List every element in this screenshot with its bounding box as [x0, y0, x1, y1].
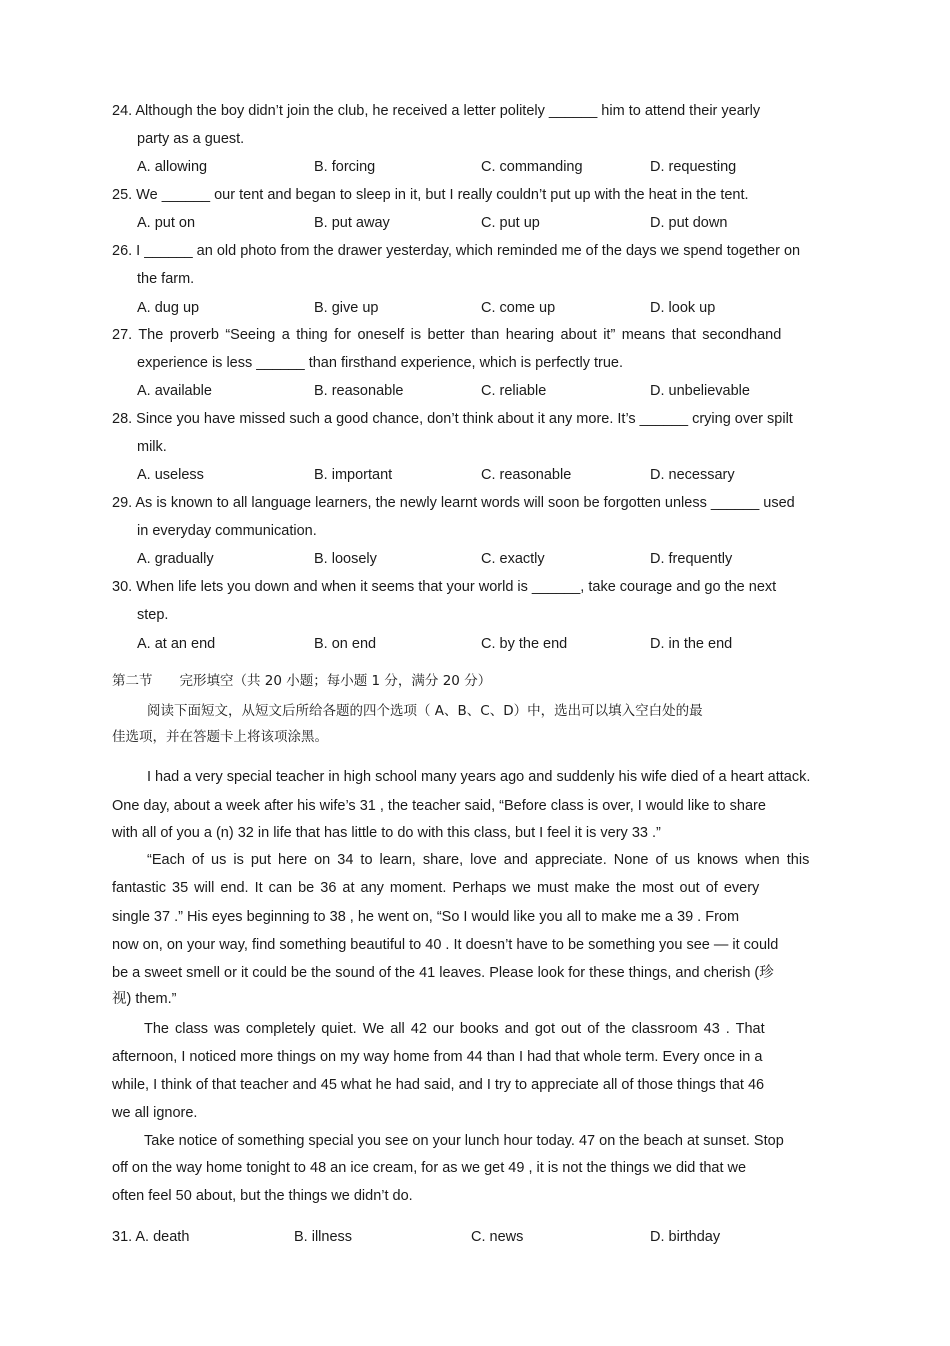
option-b: B. on end: [314, 636, 377, 652]
question-text: 25. We ______ our tent and began to sleep in it, but I really couldn’t put up with the heat in the tent.: [112, 187, 749, 203]
passage-line: we all ignore.: [112, 1105, 198, 1121]
option-c: C. reliable: [481, 383, 547, 399]
option-c: C. come up: [481, 300, 556, 316]
option-c: C. exactly: [481, 551, 545, 567]
question-text: party as a guest.: [137, 131, 245, 147]
option-b: B. put away: [314, 215, 390, 231]
option-c: C. by the end: [481, 636, 568, 652]
question-text: experience is less ______ than firsthand experience, which is perfectly true.: [137, 355, 624, 371]
option-b: B. give up: [314, 300, 379, 316]
question-text: 30. When life lets you down and when it seems that your world is ______, take courage and go the next: [112, 579, 777, 595]
option-d: D. frequently: [650, 551, 733, 567]
passage-line: single 37 .” His eyes beginning to 38 , he went on, “So I would like you all to make me a 39 . From: [112, 909, 740, 925]
passage-line: 视) them.”: [112, 991, 177, 1007]
option-d: D. unbelievable: [650, 383, 750, 399]
question-text: milk.: [137, 439, 167, 455]
passage-line: often feel 50 about, but the things we didn’t do.: [112, 1188, 413, 1204]
option-b: B. loosely: [314, 551, 377, 567]
question-text: the farm.: [137, 271, 195, 287]
section-heading: 第二节 完形填空（共 20 小题；每小题 1 分，满分 20 分）: [112, 673, 492, 689]
option-a: A. useless: [137, 467, 204, 483]
passage-line: now on, on your way, find something beautiful to 40 . It doesn’t have to be something you see — it could: [112, 937, 779, 953]
option-c: C. put up: [481, 215, 540, 231]
option-a: A. put on: [137, 215, 196, 231]
passage-line: “Each of us is put here on 34 to learn, share, love and appreciate. None of us knows when this: [147, 852, 810, 868]
passage-line: Take notice of something special you see on your lunch hour today. 47 on the beach at sunset. Stop: [144, 1133, 784, 1149]
option-a: A. allowing: [137, 159, 208, 175]
question-text: 26. I ______ an old photo from the drawer yesterday, which reminded me of the days we spend together on: [112, 243, 801, 259]
passage-line: while, I think of that teacher and 45 what he had said, and I try to appreciate all of those things that 46: [112, 1077, 765, 1093]
option-d: D. birthday: [650, 1229, 721, 1245]
passage-line: One day, about a week after his wife’s 31 , the teacher said, “Before class is over, I would like to share: [112, 798, 766, 814]
section-instructions: 阅读下面短文，从短文后所给各题的四个选项（ A、B、C、D）中，选出可以填入空白处的最: [147, 703, 703, 719]
passage-line: The class was completely quiet. We all 42 our books and got out of the classroom 43 . That: [144, 1021, 765, 1037]
option-b: B. forcing: [314, 159, 376, 175]
option-d: D. look up: [650, 300, 716, 316]
option-a: A. available: [137, 383, 212, 399]
question-text: 29. As is known to all language learners, the newly learnt words will soon be forgotten unless ______ used: [112, 495, 795, 511]
passage-line: fantastic 35 will end. It can be 36 at any moment. Perhaps we must make the most out of every: [112, 880, 760, 896]
option-c: C. reasonable: [481, 467, 572, 483]
question-text: in everyday communication.: [137, 523, 317, 539]
passage-line: afternoon, I noticed more things on my way home from 44 than I had that whole term. Every once in a: [112, 1049, 763, 1065]
passage-line: off on the way home tonight to 48 an ice cream, for as we get 49 , it is not the things we did that we: [112, 1160, 747, 1176]
option-d: D. necessary: [650, 467, 735, 483]
option-b: B. reasonable: [314, 383, 404, 399]
option-a: A. gradually: [137, 551, 214, 567]
option-c: C. commanding: [481, 159, 583, 175]
option-d: D. put down: [650, 215, 728, 231]
option-a: A. at an end: [137, 636, 216, 652]
option-b: B. important: [314, 467, 393, 483]
passage-line: with all of you a (n) 32 in life that has little to do with this class, but I feel it is very 33 .”: [112, 825, 661, 841]
option-a: A. dug up: [137, 300, 200, 316]
question-text: 27. The proverb “Seeing a thing for oneself is better than hearing about it” means that secondhand: [112, 327, 782, 343]
option-c: C. news: [471, 1229, 524, 1245]
passage-line: be a sweet smell or it could be the sound of the 41 leaves. Please look for these things, and cherish (珍: [112, 965, 774, 981]
option-a: 31. A. death: [112, 1229, 190, 1245]
option-b: B. illness: [294, 1229, 353, 1245]
option-d: D. in the end: [650, 636, 733, 652]
question-text: 28. Since you have missed such a good chance, don’t think about it any more. It’s ______ crying over spilt: [112, 411, 793, 427]
passage-line: I had a very special teacher in high school many years ago and suddenly his wife died of a heart attack.: [147, 769, 811, 785]
option-d: D. requesting: [650, 159, 737, 175]
question-text: 24. Although the boy didn’t join the club, he received a letter politely ______ him to attend their yearly: [112, 103, 761, 119]
section-instructions: 佳选项，并在答题卡上将该项涂黑。: [112, 729, 328, 745]
question-text: step.: [137, 607, 169, 623]
